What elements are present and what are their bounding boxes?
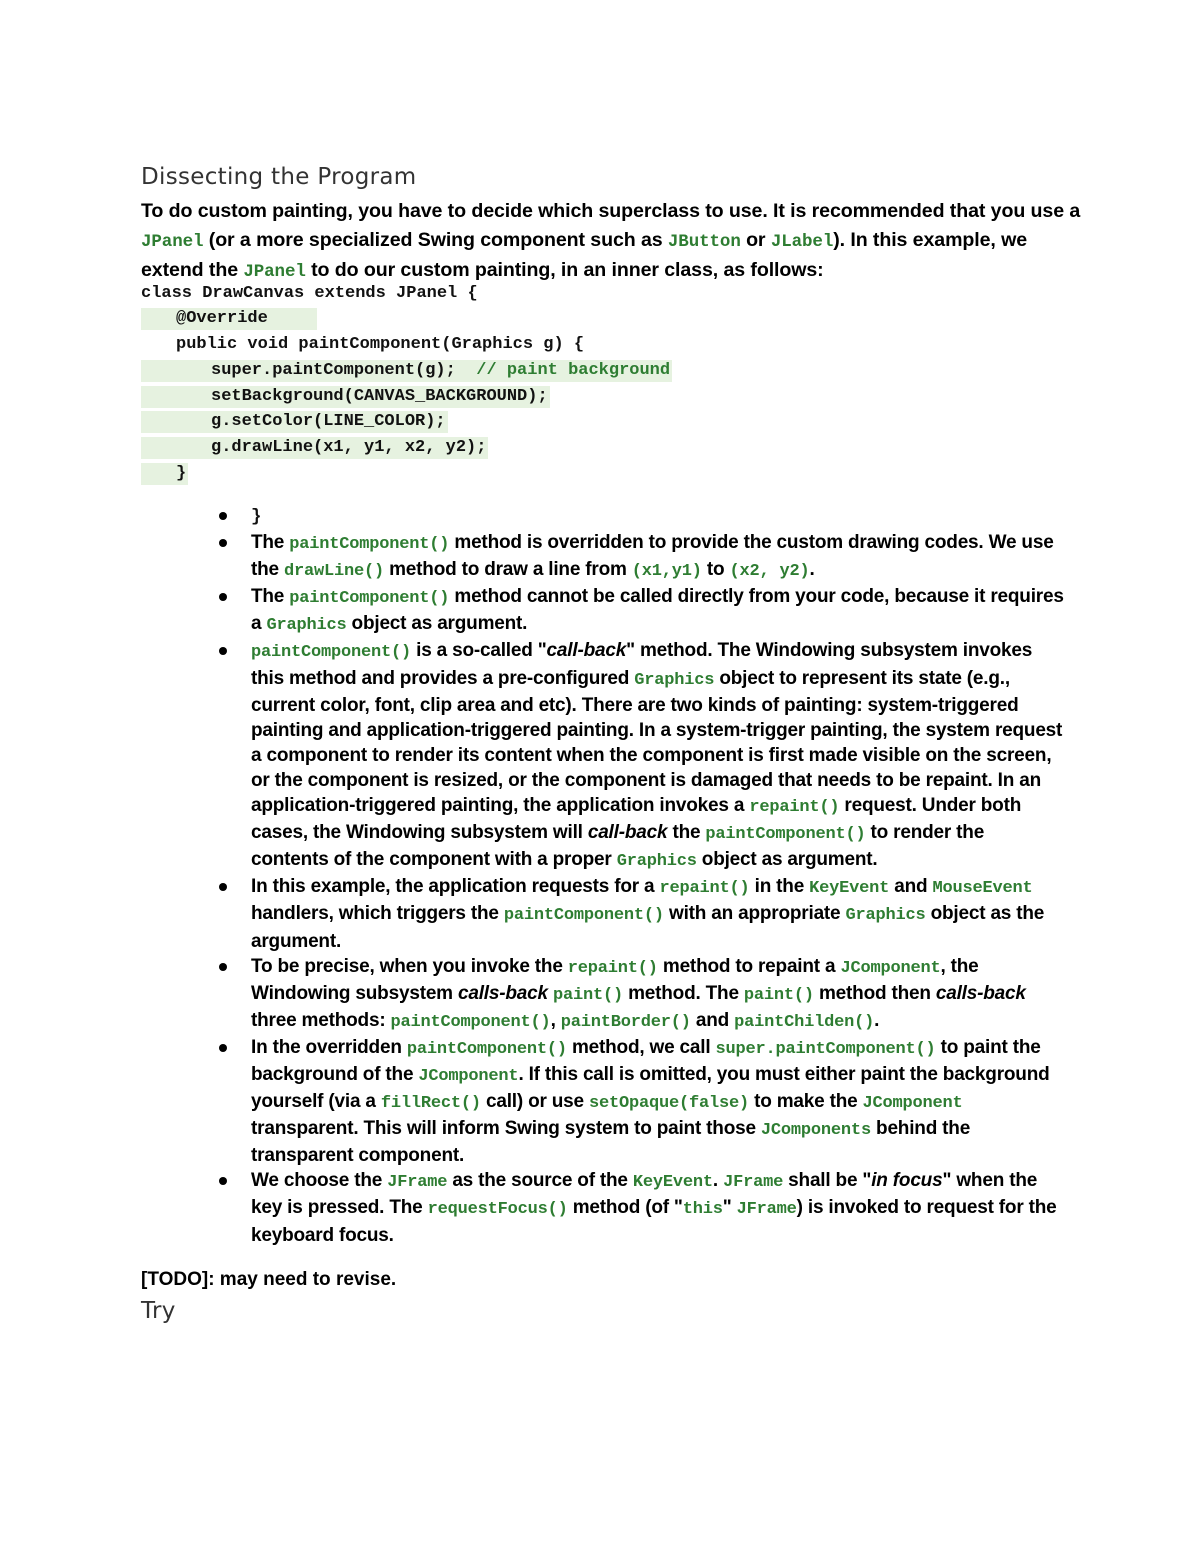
code-jpanel: JPanel [141,231,204,252]
code-line-8: } [141,463,188,485]
inline-code: JComponent [418,1066,519,1086]
list-text: request. Under both cases, the Windowing subsystem will [251,795,1022,844]
list-text: transparent. This will inform Swing system to paint those [251,1118,761,1140]
list-text: method to repaint a [657,955,841,977]
inline-code: this [682,1200,723,1220]
section-heading-dissecting: Dissecting the Program [141,164,417,190]
list-text: to paint the background of the [251,1036,1041,1085]
emphasis-text: calls-back [935,982,1026,1004]
code-line-4 [141,360,672,382]
list-text: method cannot be called directly from your code, because it requires a [251,586,1064,635]
intro-text: or [740,228,771,251]
list-item [251,874,1066,953]
list-text: to make the [749,1091,863,1113]
list-text: object as argument. [346,613,528,635]
emphasis-text: in focus [871,1170,943,1192]
code-line-4-text: super.paintComponent(g); [211,361,456,380]
list-text: handlers, which triggers the [251,903,504,925]
explanation-list [251,503,1066,1248]
inline-code: paintComponent() [390,1012,551,1032]
code-comment: // paint background [476,361,671,380]
list-text: method, we call [566,1036,716,1058]
list-text: The [251,586,290,608]
list-text: and [889,876,933,898]
list-text: method to draw a line from [384,559,632,581]
list-text: ) is invoked to request for the keyboard focus. [251,1197,1057,1246]
code-line-2: @Override [141,308,317,330]
list-text: In the overridden [251,1036,407,1058]
inline-code: Graphics [845,906,926,926]
inline-code: JFrame [736,1200,797,1220]
bullet-icon [219,1044,227,1052]
list-text: . [874,1009,880,1031]
bullet-icon [219,512,227,520]
list-text: is a so-called " [411,640,547,662]
list-text: . [712,1170,724,1192]
intro-paragraph [141,197,1081,287]
inline-code: MouseEvent [932,879,1033,899]
inline-code: setOpaque(false) [588,1094,749,1114]
list-text: with an appropriate [663,903,846,925]
list-text: method (of " [567,1197,683,1219]
inline-code: paintComponent() [705,825,866,845]
list-text: and [690,1009,735,1031]
inline-code: requestFocus() [427,1200,568,1220]
list-text: object as the argument. [251,903,1045,952]
list-text: behind the transparent component. [251,1118,971,1167]
code-jpanel: JPanel [243,262,306,282]
inline-code: paint() [743,985,814,1005]
emphasis-text: calls-back [457,982,548,1004]
inline-code: Graphics [634,670,715,690]
inline-code: paintComponent() [503,906,664,926]
code-line-3: public void paintComponent(Graphics g) { [176,335,585,354]
list-text: to render the contents of the component with a proper [251,822,985,871]
inline-code: JFrame [387,1173,448,1193]
inline-code: Graphics [616,852,697,872]
list-text: method then [813,982,936,1004]
code-jlabel: JLabel [770,231,834,252]
inline-code: (x2, y2) [729,562,810,582]
inline-code: KeyEvent [632,1173,713,1193]
list-text: The [251,532,290,554]
list-text: , the Windowing subsystem [251,955,979,1004]
list-text: , [550,1009,561,1031]
inline-code: repaint() [749,798,840,818]
list-text: " [722,1197,737,1219]
bullet-icon [219,539,227,547]
todo-note: [TODO]: may need to revise. [141,1269,397,1290]
list-text: object to represent its state (e.g., current color, font, clip area and etc). There are two kinds of painting: system-triggered painting and application-triggered painting. In a system-trigger painting, the system request a component to render its content when the component is first made visible on the screen, or the component is resized, or the component is damaged that needs to be repaint. In an application-triggered painting, the application invokes a [251,667,1063,817]
bullet-icon [219,963,227,971]
closing-brace: } [251,507,262,527]
inline-code: JComponents [760,1121,871,1141]
list-item [251,1035,1066,1168]
list-text: shall be " [783,1170,872,1192]
list-text: . If this call is omitted, you must either paint the background yourself (via a [251,1063,1050,1113]
intro-text: (or a more specialized Swing component such as [203,228,668,251]
intro-text: ). In this example, we extend the [141,228,1028,281]
list-item [251,584,1066,638]
inline-code: JFrame [723,1173,784,1193]
emphasis-text: call-back [546,640,627,662]
inline-code: super.paintComponent() [715,1039,936,1059]
list-text: to [701,559,730,581]
inline-code: paintComponent() [406,1039,567,1059]
list-item [251,530,1066,584]
list-item [251,1168,1066,1247]
list-text: " when the key is pressed. The [251,1170,1038,1219]
list-text: three methods: [251,1009,391,1031]
inline-code: (x1,y1) [631,562,702,582]
inline-code: paintBorder() [560,1012,691,1032]
list-text: as the source of the [447,1170,633,1192]
intro-text: to do our custom painting, in an inner class, as follows: [305,259,824,281]
bullet-icon [219,647,227,655]
code-line-6: g.setColor(LINE_COLOR); [141,411,448,433]
inline-code: repaint() [659,879,750,899]
inline-code: JComponent [862,1094,963,1114]
bullet-icon [219,593,227,601]
inline-code: Graphics [266,616,347,636]
list-text: the [667,822,706,844]
list-text: object as argument. [696,849,878,871]
list-text: call) or use [480,1091,589,1113]
emphasis-text: call-back [587,822,668,844]
list-item [251,954,1066,1035]
list-text: in the [749,876,810,898]
list-item [251,638,1066,874]
list-text: . [809,559,815,581]
list-text: " method. The Windowing subsystem invokes this method and provides a pre-configured [251,640,1033,689]
bullet-icon [219,883,227,891]
list-text: In this example, the application requests for a [251,876,660,898]
list-text: method is overridden to provide the custom drawing codes. We use the [251,532,1054,581]
code-line-7: g.drawLine(x1, y1, x2, y2); [141,437,488,459]
inline-code: repaint() [567,958,658,978]
inline-code: paintComponent() [289,535,450,555]
inline-code: KeyEvent [809,879,890,899]
bullet-icon [219,1177,227,1185]
code-line-1: class DrawCanvas extends JPanel { [141,284,478,303]
inline-code: paintComponent() [289,589,450,609]
list-item [251,503,1066,530]
inline-code: JComponent [840,958,941,978]
inline-code: drawLine() [283,562,385,582]
inline-code: fillRect() [380,1094,481,1114]
inline-code: paint() [552,985,623,1005]
list-text: We choose the [251,1170,388,1192]
code-jbutton: JButton [667,231,741,252]
code-line-5: setBackground(CANVAS_BACKGROUND); [141,386,550,408]
intro-text: To do custom painting, you have to decide which superclass to use. It is recommended that you use a [141,200,1081,222]
inline-code: paintChilden() [734,1012,875,1032]
list-text: To be precise, when you invoke the [251,955,568,977]
list-text: method. The [622,982,744,1004]
section-heading-try: Try [141,1298,176,1324]
inline-code: paintComponent() [251,643,412,663]
